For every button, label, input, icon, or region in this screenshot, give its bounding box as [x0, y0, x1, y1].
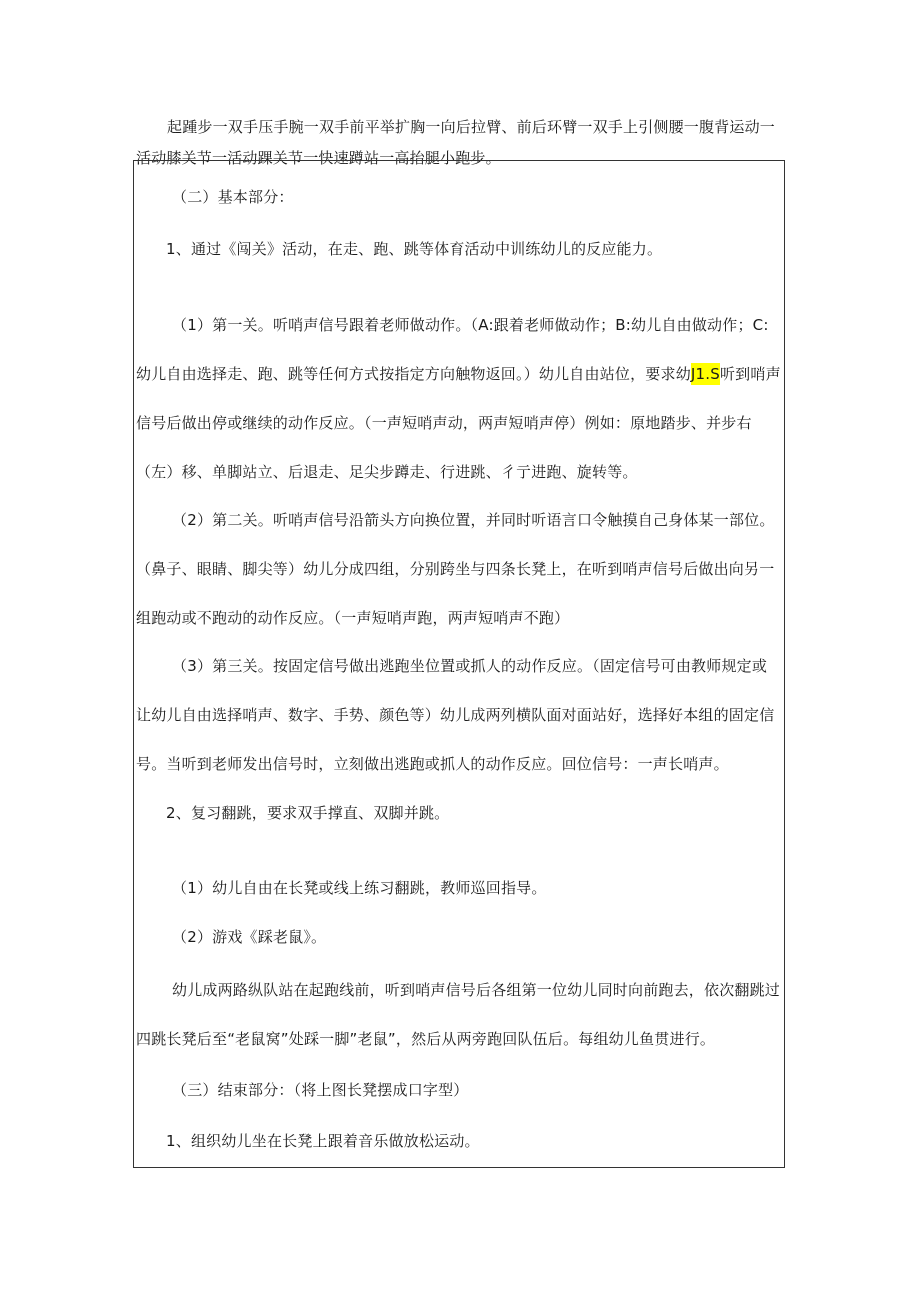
level-1-text: （1）第一关。听哨声信号跟着老师做动作。（A:跟着老师做动作；B:幼儿自由做动作；C:幼儿自由选择走、跑、跳等任何方式按指定方向触物返回。）幼儿自由站位，要求幼: [136, 316, 769, 383]
level-2-paragraph: （2）第二关。听哨声信号沿箭头方向换位置，并同时听语言口令触摸自己身体某一部位。（鼻子、眼睛、脚尖等）幼儿分成四组，分别跨坐与四条长凳上，在听到哨声信号后做出向另一组跑动或不跑动的动作反应。（一声短哨声跑，两声短哨声不跑）: [136, 511, 775, 627]
activity-2-step-1: （1）幼儿自由在长凳或线上练习翻跳，教师巡回指导。: [172, 879, 547, 897]
level-1-text-cont: 听到哨声信号后做出停或继续的动作反应。（一声短哨声动，两声短哨声停）例如：原地踏步、并步右（左）移、单脚站立、后退走、足尖步蹲走、行进跳、彳亍进跑、旋转等。: [136, 365, 781, 481]
level-3-paragraph: （3）第三关。按固定信号做出逃跑坐位置或抓人的动作反应。（固定信号可由教师规定或让幼儿自由选择哨声、数字、手势、颜色等）幼儿成两列横队面对面站好，选择好本组的固定信号。当听到老师发出信号时，立刻做出逃跑或抓人的动作反应。回位信号：一声长哨声。: [136, 657, 775, 773]
section-ending-heading: （三）结束部分：（将上图长凳摆成口字型）: [172, 1081, 469, 1099]
ending-activity-1: 1、组织幼儿坐在长凳上跟着音乐做放松运动。: [166, 1132, 480, 1150]
activity-2-step-2: （2）游戏《踩老鼠》。: [172, 928, 327, 946]
game-description: 幼儿成两路纵队站在起跑线前，听到哨声信号后各组第一位幼儿同时向前跑去，依次翻跳过四跳长凳后至“老鼠窝”处踩一脚”老鼠”，然后从两旁跑回队伍后。每组幼儿鱼贯进行。: [136, 981, 781, 1048]
activity-1-heading: 1、通过《闯关》活动，在走、跑、跳等体育活动中训练幼儿的反应能力。: [166, 240, 663, 258]
lesson-content-box: [133, 160, 785, 1168]
warmup-paragraph: 起踵步一双手压手腕一双手前平举扩胸一向后拉臂、前后环臂一双手上引侧腰一腹背运动一活动膝关节一活动踝关节一快速蹲站一高抬腿小跑步。: [136, 118, 776, 167]
level-1-paragraph: [136, 301, 782, 497]
section-basic-heading: （二）基本部分：: [172, 188, 294, 206]
activity-2-heading: 2、复习翻跳，要求双手撑直、双脚并跳。: [166, 804, 450, 822]
highlighted-text: J1.S: [690, 365, 720, 383]
